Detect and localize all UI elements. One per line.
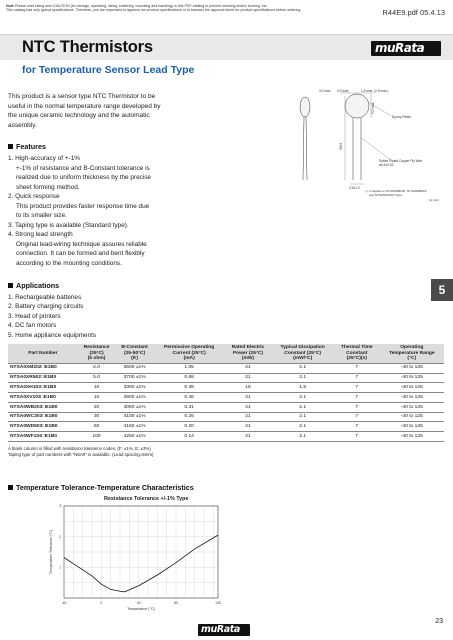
spec-column-header: [154, 344, 225, 363]
spec-cell: 30: [78, 412, 116, 422]
spec-cell: 1.5: [271, 383, 334, 393]
dimension-drawing: [275, 88, 445, 238]
spec-cell: 4050 ±1%: [115, 402, 153, 412]
drawing-unit: (in mm): [429, 198, 440, 202]
note-label: Note: [6, 4, 14, 8]
spec-cell: 2.1: [271, 422, 334, 432]
footer-murata-logo: [198, 624, 250, 636]
chart-x-axis-label: Temperature (°C): [127, 607, 155, 611]
spec-header-line: (mW/°C): [293, 356, 313, 362]
spec-header-line: (25-50°C): [123, 350, 146, 356]
spec-header-line: B-Constant: [121, 345, 148, 350]
spec-header-line: Permissive Operating: [164, 345, 215, 350]
table-row: [8, 393, 444, 403]
spec-cell: -40 to 125: [380, 373, 444, 383]
application-item: 3. Head of printers: [8, 312, 61, 320]
spec-cell: -40 to 125: [380, 432, 444, 442]
table-row: [8, 383, 444, 393]
spec-cell: 21: [225, 422, 272, 432]
spec-cell: 15: [225, 383, 272, 393]
part-number-cell: NTSA0XR502□E1B0: [8, 373, 78, 383]
spec-column-header: [115, 344, 153, 363]
part-number-cell: NTSA0WF104□E1B0: [8, 432, 78, 442]
spec-cell: 3380 ±1%: [115, 383, 153, 393]
spec-header-line: Typical Dissipation: [280, 345, 325, 350]
spec-cell: 21: [225, 363, 272, 373]
spec-cell: 7: [334, 393, 380, 403]
spec-cell: 4250 ±1%: [115, 432, 153, 442]
title-banner: [0, 34, 453, 60]
spec-header-line: Power (25°C): [232, 350, 264, 356]
spec-cell: 1.05: [154, 363, 225, 373]
spec-cell: 5.0: [78, 373, 116, 383]
drawing-sensor-body-side: [345, 94, 369, 118]
spec-cell: 2.1: [271, 402, 334, 412]
footer-logo-text: muRata: [201, 624, 240, 635]
spec-cell: 21: [225, 412, 272, 422]
drawing-note-1: ( ): It applies to NTSA0WB203, NTSA0WB503: [365, 189, 427, 193]
chart-x-tick-label: 0: [100, 601, 103, 605]
feature-detail-line: +-1% of resistance and B-Constant tolerance is: [16, 164, 150, 172]
applications-list: [8, 293, 248, 340]
spec-cell: 4100 ±1%: [115, 412, 153, 422]
logo-text: muRata: [375, 41, 425, 55]
spec-column-header: [271, 344, 334, 363]
spec-cell: 0.31: [154, 402, 225, 412]
spec-header-line: (K): [131, 356, 138, 362]
spec-cell: 7: [334, 383, 380, 393]
chart-x-tick-label: 80: [174, 601, 178, 605]
spec-cell: 7: [334, 363, 380, 373]
table-note-2: Taping type of part numbers with "N6A0" is available. (Lead spacing=5mm): [8, 452, 154, 458]
spec-header-line: Constant (25°C): [284, 350, 322, 356]
features-heading-text: Features: [16, 142, 46, 151]
dim-label-lead-spacing: 2.5±1.0: [349, 186, 360, 190]
murata-logo: [371, 41, 441, 56]
spec-column-header: [8, 344, 78, 363]
table-row: [8, 432, 444, 442]
table-note-1: A blank column is filled with resistance tolerance codes. (F: ±1%, E: ±3%): [8, 446, 151, 451]
chart-y-tick-label: 3: [59, 504, 61, 509]
spec-cell: 2.1: [271, 432, 334, 442]
application-item: 5. Home appliance equipments: [8, 331, 97, 339]
intro-line: useful in the normal temperature range developed by: [8, 102, 161, 110]
intro-line: the unique ceramic technology and the automatic: [8, 112, 150, 119]
spec-cell: 7: [334, 412, 380, 422]
spec-header-line: Thermal Time: [340, 345, 373, 350]
application-item: 2. Battery charging circuits: [8, 303, 84, 311]
drawing-lead-front: [303, 117, 304, 180]
spec-header-line: Operating: [400, 345, 424, 350]
spec-cell: -40 to 125: [380, 363, 444, 373]
spec-column-header: [225, 344, 272, 363]
spec-cell: 2.1: [271, 412, 334, 422]
feature-detail-line: Original lead-wiring technique assures reliable: [16, 240, 147, 248]
features-heading: [8, 142, 46, 151]
spec-header-line: Part Number: [28, 350, 58, 356]
feature-detail-line: to its smaller size.: [16, 212, 67, 219]
table-row: [8, 402, 444, 412]
feature-detail-line: according to the mounting conditions.: [16, 259, 122, 267]
spec-cell: 4150 ±1%: [115, 422, 153, 432]
chart-section-heading: [8, 483, 194, 492]
chart-y-tick-label: 2: [59, 534, 61, 539]
spec-cell: 2.1: [271, 363, 334, 373]
spec-cell: 10: [78, 393, 116, 403]
spec-column-header: [380, 344, 444, 363]
spec-header-line: (mA): [183, 356, 195, 362]
spec-cell: 7: [334, 402, 380, 412]
chart-y-axis-label: Temperature Tolerance (°C): [49, 529, 53, 575]
spec-cell: 21: [225, 393, 272, 403]
dim-label-body-height: 5.0 max.: [371, 101, 375, 114]
spec-cell: 2.0: [78, 363, 116, 373]
part-number-cell: NTSA0XM202□E1B0: [8, 363, 78, 373]
spec-header-line: (mW): [241, 356, 255, 362]
label-lead-wire: Solder Plated Copper Ply Wire: [379, 159, 423, 163]
spec-cell: 0.20: [154, 422, 225, 432]
spec-header-line: Current (25°C): [172, 350, 206, 356]
table-row: [8, 422, 444, 432]
spec-header-line: Temperature Range: [388, 350, 435, 356]
spec-cell: -40 to 125: [380, 393, 444, 403]
spec-column-header: [334, 344, 380, 363]
leader-line: [361, 138, 391, 160]
applications-heading-text: Applications: [16, 281, 60, 290]
tolerance-chart: [0, 500, 240, 615]
spec-header-line: Rated Electric: [231, 345, 265, 350]
feature-detail-line: This product provides faster response time due: [16, 202, 150, 210]
spec-cell: 0.68: [154, 373, 225, 383]
spec-header-line: (°C): [407, 356, 417, 362]
application-item: 1. Rechargeable batteries: [8, 294, 82, 301]
table-notes: [8, 446, 408, 459]
spec-header-line: (k ohm): [87, 356, 106, 362]
feature-item: 4. Strong lead strength: [8, 231, 73, 238]
intro-paragraph: [8, 92, 278, 130]
label-epoxy-resin: Epoxy Resin: [392, 115, 412, 119]
spec-cell: 7: [334, 422, 380, 432]
spec-cell: 50: [78, 422, 116, 432]
spec-header-line: (25°C)(s): [346, 356, 367, 362]
label-lead-wire-diameter: ø0.4±0.03: [379, 163, 394, 167]
feature-item: 3. Taping type is available (Standard type).: [8, 221, 129, 229]
spec-column-header: [78, 344, 116, 363]
spec-header-line: (25°C): [89, 350, 104, 356]
drawing-sensor-body-front: [300, 97, 310, 117]
drawing-lead-front: [306, 117, 307, 180]
table-row: [8, 373, 444, 383]
bullet-square-icon: [8, 283, 13, 288]
intro-line: assembly.: [8, 121, 37, 129]
spec-cell: 0.38: [154, 383, 225, 393]
chart-x-tick-label: 40: [136, 601, 141, 605]
chart-y-tick-label: 1: [59, 565, 61, 570]
feature-item: 1. High-accuracy of +-1%: [8, 155, 80, 162]
spec-table: [8, 344, 444, 442]
applications-heading: [8, 281, 59, 290]
spec-table-body: [8, 363, 444, 441]
spec-cell: 20: [78, 402, 116, 412]
bullet-square-icon: [8, 485, 13, 490]
spec-cell: 100: [78, 432, 116, 442]
page-number: 23: [435, 618, 443, 625]
dim-label-thickness: 0.3 max.: [337, 89, 350, 93]
spec-cell: -40 to 125: [380, 412, 444, 422]
spec-table-header-row: [8, 344, 444, 363]
feature-detail-line: sheet forming method.: [16, 183, 80, 191]
application-item: 4. DC fan motors: [8, 322, 57, 330]
spec-cell: 0.26: [154, 412, 225, 422]
caution-note: [6, 4, 366, 13]
spec-cell: -40 to 125: [380, 383, 444, 393]
part-number-cell: NTSA0WD503□E1B0: [8, 422, 78, 432]
feature-detail-line: realized due to uniform thickness by the precise: [16, 174, 151, 181]
page-title: NTC Thermistors: [22, 38, 153, 56]
part-number-cell: NTSA0WC303□E1B0: [8, 412, 78, 422]
note-line-1: Please read rating and •CAUTION (for storage, operating, rating, soldering, mounting and handling) in this PDF catalog to prevent smoking and/or burning, etc.: [15, 4, 268, 8]
chart-section-heading-text: Temperature Tolerance-Temperature Characteristics: [16, 483, 194, 492]
spec-cell: -40 to 125: [380, 402, 444, 412]
feature-detail-line: connection. It can be formed and bent flexibly: [16, 250, 145, 257]
chart-x-tick-label: 125: [215, 601, 221, 605]
chart-title: Resistance Tolerance +/-1% Type: [104, 496, 189, 502]
spec-cell: 3500 ±1%: [115, 363, 153, 373]
dim-label-width: 3.0 max.: [319, 89, 332, 93]
part-number-cell: NTSA0XH103□E1B0: [8, 383, 78, 393]
document-reference: R44E9.pdf 05.4.13: [382, 8, 445, 17]
table-row: [8, 363, 444, 373]
spec-cell: 7: [334, 373, 380, 383]
spec-cell: 7: [334, 432, 380, 442]
chart-x-tick-label: -40: [61, 601, 67, 605]
part-number-cell: NTSA0WB203□E1B0: [8, 402, 78, 412]
spec-cell: 2.1: [271, 393, 334, 403]
section-tab: 5: [431, 279, 453, 301]
spec-cell: 3700 ±1%: [115, 373, 153, 383]
spec-cell: 10: [78, 383, 116, 393]
feature-item: 2. Quick response: [8, 193, 60, 200]
spec-cell: 21: [225, 402, 272, 412]
spec-cell: 0.14: [154, 432, 225, 442]
spec-cell: -40 to 125: [380, 422, 444, 432]
table-row: [8, 412, 444, 422]
spec-cell: 21: [225, 373, 272, 383]
part-number-cell: NTSA0XV103□E1B0: [8, 393, 78, 403]
spec-header-line: Constant: [346, 350, 368, 356]
note-line-2: This catalog has only typical specifications. Therefore, you are requested to approve our product specifications or to transact the approval sheet for product specifications before ordering.: [6, 8, 302, 13]
spec-cell: 0.46: [154, 393, 225, 403]
bullet-square-icon: [8, 144, 13, 149]
drawing-note-2: and NTSA0WC503 Type.: [369, 193, 403, 197]
spec-cell: 2.1: [271, 373, 334, 383]
spec-cell: 3900 ±1%: [115, 393, 153, 403]
dim-label-lead-length: 30±3: [339, 142, 343, 150]
features-list: [8, 154, 280, 268]
spec-header-line: Resistance: [83, 345, 110, 350]
page-subtitle: for Temperature Sensor Lead Type: [22, 64, 195, 76]
intro-line: This product is a sensor type NTC Thermistor to be: [8, 93, 156, 100]
dim-label-depth: 1.8 max. (2.5 max.): [361, 89, 389, 93]
spec-cell: 21: [225, 432, 272, 442]
